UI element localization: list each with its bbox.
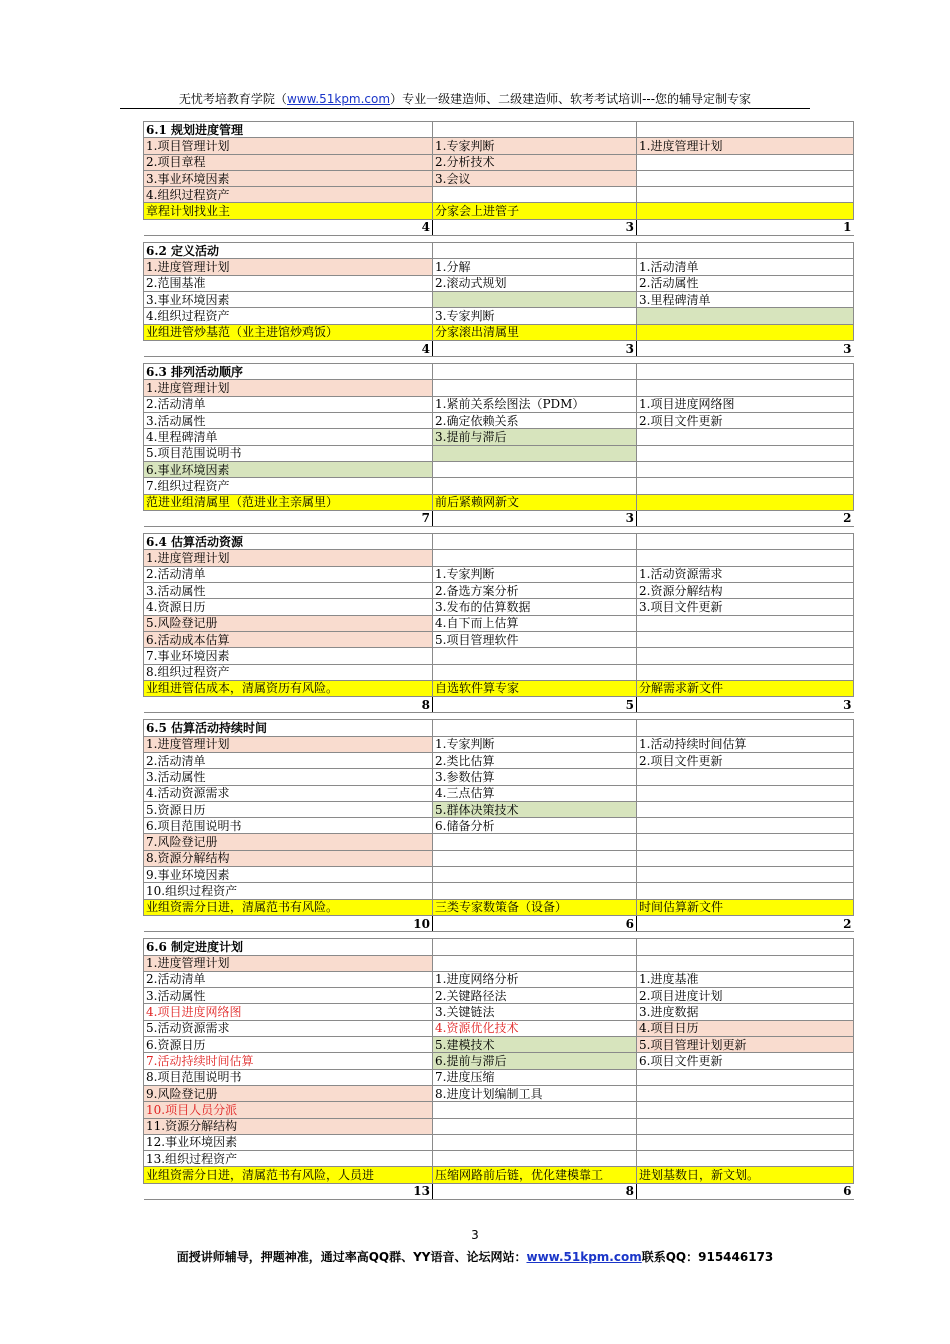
- tool-item: [433, 834, 637, 850]
- tool-item: 3.参数估算: [433, 769, 637, 785]
- input-item: 8.组织过程资产: [144, 664, 433, 680]
- input-item: 6.项目范围说明书: [144, 818, 433, 834]
- mnemonic-cell: [637, 494, 854, 510]
- tool-item: 4.自下而上估算: [433, 615, 637, 631]
- section-title: 6.4 估算活动资源: [144, 534, 433, 550]
- input-item: 10.项目人员分派: [144, 1102, 433, 1118]
- input-item: 13.组织过程资产: [144, 1151, 433, 1167]
- input-item: 4.里程碑清单: [144, 429, 433, 445]
- section-title: 6.1 规划进度管理: [144, 122, 433, 138]
- output-item: 1.项目进度网络图: [637, 396, 854, 412]
- output-item: [637, 1134, 854, 1150]
- tool-item: 4.三点估算: [433, 785, 637, 801]
- output-item: 1.进度管理计划: [637, 138, 854, 154]
- output-item: [637, 1118, 854, 1134]
- input-item: 1.进度管理计划: [144, 736, 433, 752]
- input-item: 5.资源日历: [144, 801, 433, 817]
- table-cell: [433, 534, 637, 550]
- input-item: 7.组织过程资产: [144, 478, 433, 494]
- count-cell: 3: [433, 340, 637, 356]
- input-item: 12.事业环境因素: [144, 1134, 433, 1150]
- input-item: 4.活动资源需求: [144, 785, 433, 801]
- tool-item: [433, 1134, 637, 1150]
- table-row: [144, 550, 854, 566]
- output-item: [637, 478, 854, 494]
- output-item: [637, 801, 854, 817]
- tool-item: 2.确定依赖关系: [433, 413, 637, 429]
- table-row: [144, 850, 854, 866]
- input-item: 5.活动资源需求: [144, 1020, 433, 1036]
- tool-item: 1.专家判断: [433, 736, 637, 752]
- count-cell: 7: [144, 510, 433, 526]
- table-row: [144, 1085, 854, 1101]
- mnemonic-cell: 分家滚出清属里: [433, 324, 637, 340]
- mnemonic-cell: 业组进管炒基范（业主进馆炒鸡饭）: [144, 324, 433, 340]
- tool-item: 3.关键链法: [433, 1004, 637, 1020]
- tool-item: 2.类比估算: [433, 752, 637, 768]
- table-row: [144, 138, 854, 154]
- table-row: [144, 785, 854, 801]
- input-item: 2.活动清单: [144, 566, 433, 582]
- input-item: 3.事业环境因素: [144, 291, 433, 307]
- tool-item: [433, 955, 637, 971]
- tool-item: 6.提前与滞后: [433, 1053, 637, 1069]
- table-row: [144, 1020, 854, 1036]
- table-row: [144, 736, 854, 752]
- mnemonic-cell: 三类专家数策备（设备）: [433, 899, 637, 915]
- section-title: 6.3 排列活动顺序: [144, 364, 433, 380]
- tool-item: 1.紧前关系绘图法（PDM）: [433, 396, 637, 412]
- input-item: 9.事业环境因素: [144, 867, 433, 883]
- output-item: [637, 170, 854, 186]
- input-item: 8.项目范围说明书: [144, 1069, 433, 1085]
- mnemonic-cell: 业组进管估成本，清属资历有风险。: [144, 680, 433, 696]
- tool-item: 2.滚动式规划: [433, 275, 637, 291]
- count-cell: 8: [433, 1183, 637, 1199]
- count-cell: 3: [637, 340, 854, 356]
- mnemonic-cell: 分家会上进管子: [433, 203, 637, 219]
- table-row: [144, 187, 854, 203]
- tool-item: 3.专家判断: [433, 308, 637, 324]
- output-item: [637, 187, 854, 203]
- count-cell: 4: [144, 219, 433, 235]
- table-row: [144, 429, 854, 445]
- tool-item: 4.资源优化技术: [433, 1020, 637, 1036]
- output-item: [637, 648, 854, 664]
- table-row: [144, 769, 854, 785]
- section-title: 6.2 定义活动: [144, 243, 433, 259]
- tool-item: 1.分解: [433, 259, 637, 275]
- tool-item: [433, 648, 637, 664]
- input-item: 5.风险登记册: [144, 615, 433, 631]
- input-item: 3.活动属性: [144, 583, 433, 599]
- output-item: 1.活动清单: [637, 259, 854, 275]
- tool-item: [433, 1102, 637, 1118]
- tool-item: 3.发布的估算数据: [433, 599, 637, 615]
- input-item: 4.项目进度网络图: [144, 1004, 433, 1020]
- mnemonic-cell: [637, 203, 854, 219]
- tool-item: [433, 1118, 637, 1134]
- output-item: [637, 1102, 854, 1118]
- tool-item: [433, 478, 637, 494]
- input-item: 3.活动属性: [144, 988, 433, 1004]
- table-row: [144, 461, 854, 477]
- tool-item: 3.提前与滞后: [433, 429, 637, 445]
- table-row: [144, 988, 854, 1004]
- table-row: [144, 801, 854, 817]
- process-table: [143, 719, 854, 932]
- tool-item: [433, 883, 637, 899]
- tool-item: 3.会议: [433, 170, 637, 186]
- output-item: [637, 818, 854, 834]
- output-item: 1.进度基准: [637, 971, 854, 987]
- table-row: [144, 1134, 854, 1150]
- table-row: [144, 170, 854, 186]
- output-item: 3.进度数据: [637, 1004, 854, 1020]
- input-item: 2.活动清单: [144, 396, 433, 412]
- count-cell: 4: [144, 340, 433, 356]
- tool-item: [433, 850, 637, 866]
- output-item: 6.项目文件更新: [637, 1053, 854, 1069]
- footer-suffix: 联系QQ：915446173: [641, 1250, 774, 1264]
- input-item: 3.活动属性: [144, 413, 433, 429]
- input-item: 7.风险登记册: [144, 834, 433, 850]
- mnemonic-cell: 业组资需分日进，清属范书有风险。: [144, 899, 433, 915]
- output-item: 1.活动资源需求: [637, 566, 854, 582]
- table-row: [144, 867, 854, 883]
- input-item: 2.范围基准: [144, 275, 433, 291]
- section-title: 6.6 制定进度计划: [144, 939, 433, 955]
- output-item: [637, 154, 854, 170]
- tool-item: [433, 664, 637, 680]
- mnemonic-cell: 自选软件算专家: [433, 680, 637, 696]
- input-item: 3.事业环境因素: [144, 170, 433, 186]
- count-cell: 13: [144, 1183, 433, 1199]
- table-row: [144, 1118, 854, 1134]
- count-cell: 3: [637, 697, 854, 713]
- table-row: [144, 631, 854, 647]
- tool-item: 6.储备分析: [433, 818, 637, 834]
- tool-item: [433, 867, 637, 883]
- output-item: [637, 867, 854, 883]
- header-website-link[interactable]: www.51kpm.com: [286, 92, 391, 106]
- output-item: [637, 785, 854, 801]
- table-row: [144, 275, 854, 291]
- footer-prefix: 面授讲师辅导，押题神准，通过率高QQ群、YY语音、论坛网站：: [176, 1250, 527, 1264]
- count-cell: 6: [433, 915, 637, 931]
- table-cell: [433, 939, 637, 955]
- table-row: [144, 291, 854, 307]
- input-item: 3.活动属性: [144, 769, 433, 785]
- output-item: [637, 850, 854, 866]
- output-item: [637, 769, 854, 785]
- output-item: 4.项目日历: [637, 1020, 854, 1036]
- output-item: 2.项目文件更新: [637, 413, 854, 429]
- output-item: 5.项目管理计划更新: [637, 1037, 854, 1053]
- header-suffix: ）专业一级建造师、二级建造师、软考考试培训---您的辅导定制专家: [390, 92, 752, 106]
- count-cell: 5: [433, 697, 637, 713]
- tool-item: [433, 550, 637, 566]
- count-cell: 6: [637, 1183, 854, 1199]
- input-item: 9.风险登记册: [144, 1085, 433, 1101]
- output-item: [637, 631, 854, 647]
- tool-item: [433, 445, 637, 461]
- header-prefix: 无忧考培教育学院（: [178, 92, 287, 106]
- tool-item: 5.群体决策技术: [433, 801, 637, 817]
- table-row: [144, 971, 854, 987]
- input-item: 11.资源分解结构: [144, 1118, 433, 1134]
- mnemonic-cell: 范进业组清属里（范进业主亲属里）: [144, 494, 433, 510]
- table-row: [144, 834, 854, 850]
- output-item: [637, 550, 854, 566]
- table-cell: [637, 122, 854, 138]
- process-table: [143, 121, 854, 236]
- table-row: [144, 1151, 854, 1167]
- input-item: 7.活动持续时间估算: [144, 1053, 433, 1069]
- mnemonic-cell: 分解需求新文件: [637, 680, 854, 696]
- output-item: [637, 308, 854, 324]
- tool-item: 8.进度计划编制工具: [433, 1085, 637, 1101]
- table-row: [144, 752, 854, 768]
- input-item: 4.组织过程资产: [144, 187, 433, 203]
- input-item: 10.组织过程资产: [144, 883, 433, 899]
- count-cell: 2: [637, 510, 854, 526]
- tool-item: [433, 291, 637, 307]
- count-cell: 1: [637, 219, 854, 235]
- table-row: [144, 1053, 854, 1069]
- mnemonic-cell: 压缩网路前后链，优化建模靠工: [433, 1167, 637, 1183]
- table-row: [144, 445, 854, 461]
- table-cell: [433, 243, 637, 259]
- output-item: 2.资源分解结构: [637, 583, 854, 599]
- table-cell: [637, 243, 854, 259]
- table-row: [144, 154, 854, 170]
- page-footer: [150, 1248, 800, 1265]
- output-item: 2.活动属性: [637, 275, 854, 291]
- output-item: 3.项目文件更新: [637, 599, 854, 615]
- section-title: 6.5 估算活动持续时间: [144, 720, 433, 736]
- output-item: 2.项目文件更新: [637, 752, 854, 768]
- table-cell: [637, 364, 854, 380]
- tool-item: 5.建模技术: [433, 1037, 637, 1053]
- page-number: 3: [471, 1228, 479, 1242]
- input-item: 8.资源分解结构: [144, 850, 433, 866]
- process-table: [143, 363, 854, 527]
- table-row: [144, 308, 854, 324]
- table-row: [144, 566, 854, 582]
- table-row: [144, 648, 854, 664]
- input-item: 4.组织过程资产: [144, 308, 433, 324]
- tool-item: 7.进度压缩: [433, 1069, 637, 1085]
- mnemonic-cell: 时间估算新文件: [637, 899, 854, 915]
- table-cell: [433, 720, 637, 736]
- tool-item: 1.专家判断: [433, 138, 637, 154]
- output-item: [637, 380, 854, 396]
- tool-item: [433, 380, 637, 396]
- input-item: 2.项目章程: [144, 154, 433, 170]
- input-item: 1.进度管理计划: [144, 380, 433, 396]
- table-row: [144, 818, 854, 834]
- table-cell: [637, 720, 854, 736]
- table-cell: [637, 939, 854, 955]
- count-cell: 3: [433, 219, 637, 235]
- table-row: [144, 583, 854, 599]
- input-item: 1.进度管理计划: [144, 955, 433, 971]
- input-item: 1.进度管理计划: [144, 259, 433, 275]
- tool-item: 2.备选方案分析: [433, 583, 637, 599]
- tool-item: [433, 461, 637, 477]
- table-row: [144, 955, 854, 971]
- table-row: [144, 259, 854, 275]
- process-table: [143, 938, 854, 1200]
- mnemonic-cell: 章程计划找业主: [144, 203, 433, 219]
- mnemonic-cell: 进划基数日，新文划。: [637, 1167, 854, 1183]
- input-item: 6.活动成本估算: [144, 631, 433, 647]
- table-row: [144, 380, 854, 396]
- output-item: 3.里程碑清单: [637, 291, 854, 307]
- output-item: [637, 883, 854, 899]
- process-table: [143, 533, 854, 713]
- input-item: 6.事业环境因素: [144, 461, 433, 477]
- input-item: 6.资源日历: [144, 1037, 433, 1053]
- header-rule: [120, 108, 810, 109]
- mnemonic-cell: 前后紧赖网新文: [433, 494, 637, 510]
- input-item: 4.资源日历: [144, 599, 433, 615]
- output-item: [637, 1069, 854, 1085]
- table-row: [144, 1069, 854, 1085]
- output-item: [637, 615, 854, 631]
- table-row: [144, 615, 854, 631]
- table-row: [144, 396, 854, 412]
- table-row: [144, 413, 854, 429]
- mnemonic-cell: [637, 324, 854, 340]
- output-item: [637, 834, 854, 850]
- table-cell: [637, 534, 854, 550]
- count-cell: 10: [144, 915, 433, 931]
- table-cell: [433, 364, 637, 380]
- input-item: 5.项目范围说明书: [144, 445, 433, 461]
- output-item: [637, 445, 854, 461]
- count-cell: 8: [144, 697, 433, 713]
- tool-item: [433, 187, 637, 203]
- process-tables: [143, 121, 853, 1200]
- input-item: 2.活动清单: [144, 752, 433, 768]
- output-item: [637, 1151, 854, 1167]
- tool-item: 1.进度网络分析: [433, 971, 637, 987]
- footer-website-link[interactable]: www.51kpm.com: [526, 1250, 642, 1264]
- table-row: [144, 599, 854, 615]
- output-item: [637, 1085, 854, 1101]
- table-cell: [433, 122, 637, 138]
- tool-item: 1.专家判断: [433, 566, 637, 582]
- process-table: [143, 242, 854, 357]
- table-row: [144, 478, 854, 494]
- output-item: [637, 955, 854, 971]
- output-item: [637, 664, 854, 680]
- tool-item: 5.项目管理软件: [433, 631, 637, 647]
- tool-item: [433, 1151, 637, 1167]
- input-item: 1.项目管理计划: [144, 138, 433, 154]
- output-item: [637, 461, 854, 477]
- mnemonic-cell: 业组资需分日进，清属范书有风险，人员进: [144, 1167, 433, 1183]
- count-cell: 2: [637, 915, 854, 931]
- output-item: [637, 429, 854, 445]
- table-row: [144, 664, 854, 680]
- output-item: 2.项目进度计划: [637, 988, 854, 1004]
- tool-item: 2.分析技术: [433, 154, 637, 170]
- page-header: [120, 90, 810, 107]
- table-row: [144, 1102, 854, 1118]
- table-row: [144, 1037, 854, 1053]
- output-item: 1.活动持续时间估算: [637, 736, 854, 752]
- input-item: 1.进度管理计划: [144, 550, 433, 566]
- table-row: [144, 883, 854, 899]
- tool-item: 2.关键路径法: [433, 988, 637, 1004]
- input-item: 2.活动清单: [144, 971, 433, 987]
- table-row: [144, 1004, 854, 1020]
- input-item: 7.事业环境因素: [144, 648, 433, 664]
- count-cell: 3: [433, 510, 637, 526]
